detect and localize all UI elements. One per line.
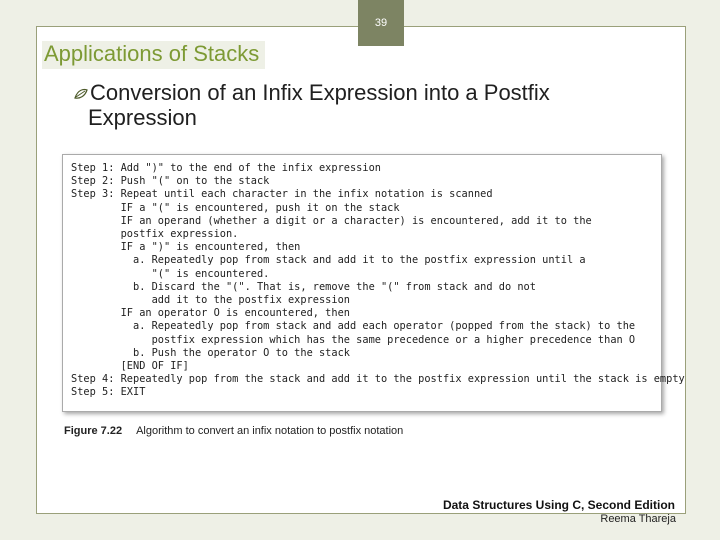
algorithm-line: a. Repeatedly pop from stack and add it to the postfix expression until a bbox=[71, 254, 586, 267]
algorithm-line: Step 2: Push "(" on to the stack bbox=[71, 175, 270, 188]
leaf-bullet-icon bbox=[74, 87, 88, 101]
algorithm-line: IF a "(" is encountered, push it on the stack bbox=[71, 201, 400, 214]
algorithm-line: Step 1: Add ")" to the end of the infix expression bbox=[71, 162, 381, 174]
slide-title: Applications of Stacks bbox=[42, 41, 265, 69]
algorithm-line: IF an operator O is encountered, then bbox=[71, 307, 350, 320]
algorithm-line: add it to the postfix expression bbox=[71, 294, 350, 307]
algorithm-line: Step 3: Repeat until each character in the infix notation is scanned bbox=[71, 188, 493, 201]
algorithm-line: postfix expression which has the same precedence or a higher precedence than O bbox=[71, 333, 636, 346]
algorithm-figure bbox=[62, 154, 685, 412]
figure-caption-text: Algorithm to convert an infix notation to postfix notation bbox=[136, 425, 404, 437]
algorithm-line: postfix expression. bbox=[71, 228, 239, 241]
algorithm-line: Step 5: EXIT bbox=[71, 386, 146, 399]
footer-book-title: Data Structures Using C, Second Edition bbox=[442, 498, 675, 512]
footer-author: Reema Thareja bbox=[600, 513, 676, 525]
algorithm-line: IF a ")" is encountered, then bbox=[71, 241, 301, 254]
algorithm-line: IF an operand (whether a digit or a character) is encountered, add it to the bbox=[71, 214, 592, 227]
algorithm-line: b. Discard the "(". That is, remove the "(" from stack and do not bbox=[71, 280, 536, 293]
page-number: 39 bbox=[358, 0, 404, 46]
algorithm-line: [END OF IF] bbox=[71, 360, 189, 373]
algorithm-line: a. Repeatedly pop from stack and add each operator (popped from the stack) to the bbox=[71, 320, 636, 333]
algorithm-line: "(" is encountered. bbox=[71, 267, 270, 280]
bullet-point bbox=[74, 80, 674, 130]
algorithm-line: b. Push the operator O to the stack bbox=[71, 346, 350, 359]
bullet-text-line2: Expression bbox=[88, 105, 197, 130]
bullet-text-line1: Conversion of an Infix Expression into a Postfix bbox=[90, 80, 550, 105]
figure-caption bbox=[64, 425, 403, 437]
algorithm-line: Step 4: Repeatedly pop from the stack and add it to the postfix expression until the stack is empty bbox=[71, 373, 685, 386]
algorithm-code bbox=[63, 155, 685, 407]
figure-number: Figure 7.22 bbox=[64, 425, 123, 437]
